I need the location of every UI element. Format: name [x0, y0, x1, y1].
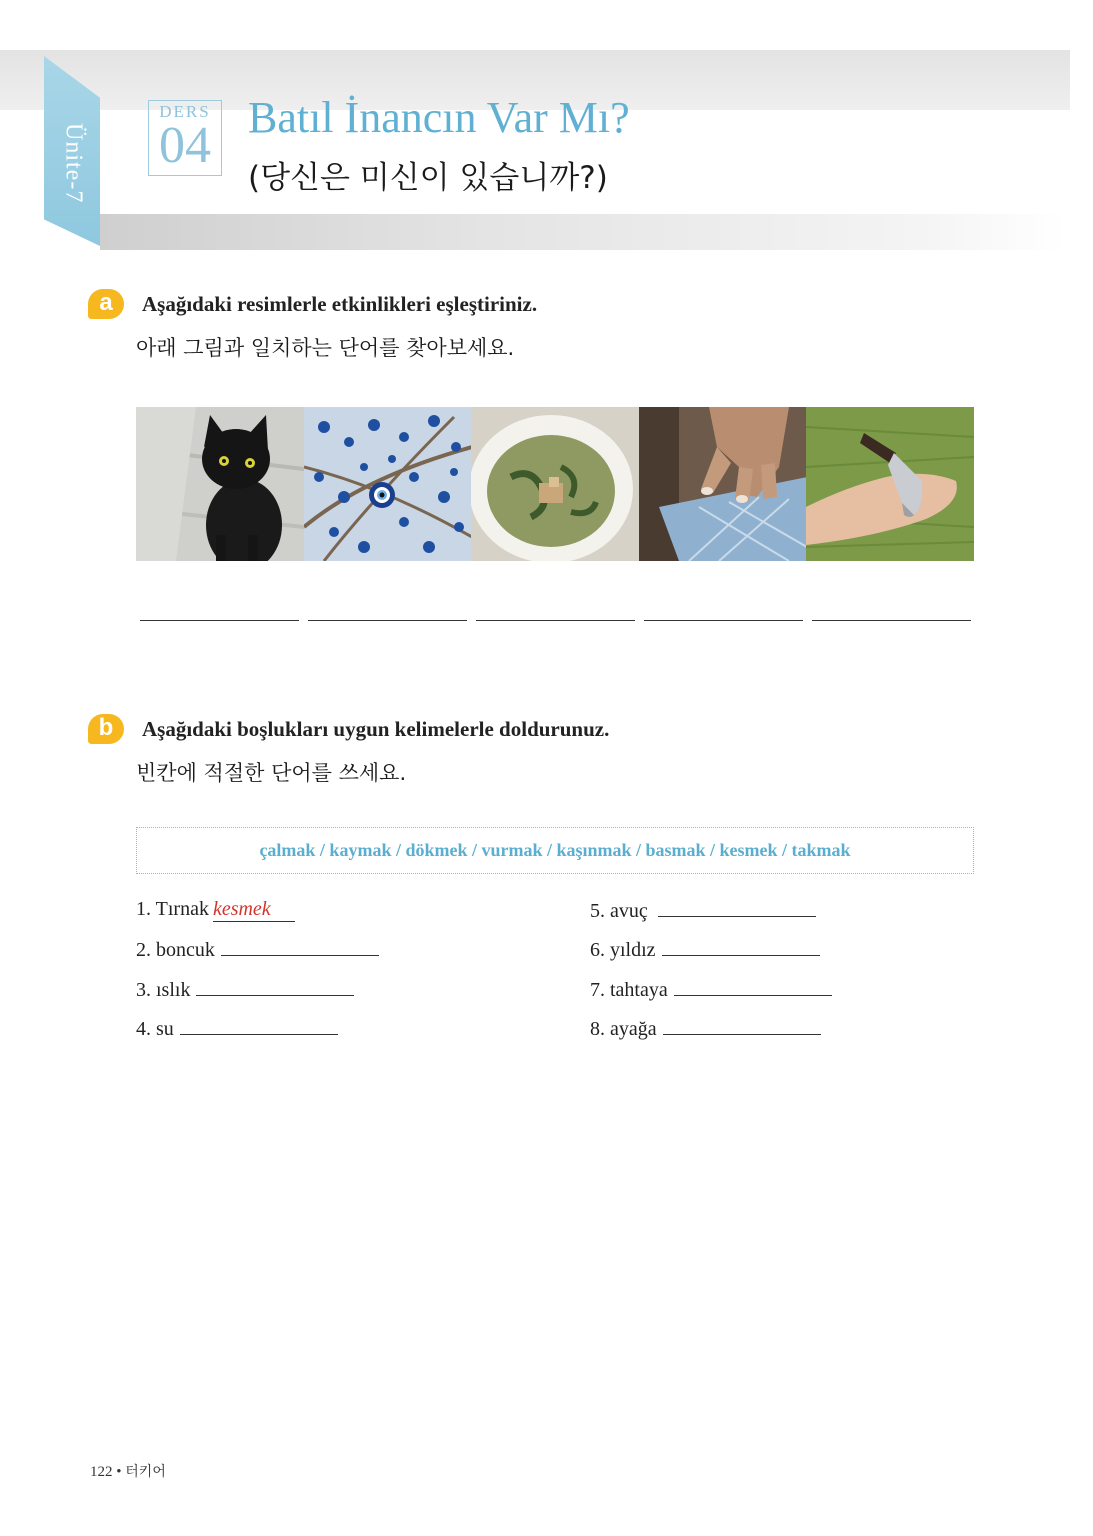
item-text: 6. yıldız [590, 939, 656, 961]
item-text: 7. tahtaya [590, 979, 668, 1001]
answer-line-2[interactable] [308, 620, 467, 621]
word-bank: çalmak / kaymak / dökmek / vurmak / kaşınmak / basmak / kesmek / takmak [136, 827, 974, 874]
item-text: 1. Tırnak [136, 898, 209, 920]
exercise-item-5 [590, 898, 816, 923]
header-lower-band [100, 214, 1065, 250]
section-b-letter: b [98, 714, 114, 741]
page-number: 122 [90, 1464, 113, 1480]
black-cat-photo [136, 407, 304, 561]
answer-line-5[interactable] [812, 620, 971, 621]
exercise-item-3 [136, 977, 354, 1002]
page-footer [90, 1461, 166, 1481]
book-title: 터키어 [125, 1464, 166, 1480]
lesson-word: DERS [159, 102, 211, 121]
lesson-badge [148, 100, 222, 176]
answer-line-4[interactable] [644, 620, 803, 621]
exercise-item-7 [590, 977, 832, 1002]
item-blank[interactable] [663, 1016, 821, 1035]
exercise-item-2 [136, 937, 379, 962]
exercise-item-1 [136, 898, 295, 922]
knife-in-palm-photo [806, 407, 974, 561]
page-subtitle: (당신은 미신이 있습니까?) [248, 160, 608, 196]
evil-eye-beads-photo [304, 407, 472, 561]
item-blank[interactable] [662, 937, 820, 956]
answer-line-3[interactable] [476, 620, 635, 621]
section-b-instruction-ko: 빈칸에 적절한 단어를 쓰세요. [136, 761, 407, 785]
item-text: 5. avuç [590, 900, 648, 922]
footer-separator: • [116, 1464, 122, 1480]
item-blank[interactable] [180, 1016, 338, 1035]
section-b-instruction-tr: Aşağıdaki boşlukları uygun kelimelerle doldurunuz. [142, 717, 610, 741]
section-a-badge [86, 287, 128, 323]
exercise-item-8 [590, 1016, 821, 1041]
page-title: Batıl İnancın Var Mı? [248, 93, 630, 142]
item-text: 2. boncuk [136, 939, 215, 961]
photo-answer-lines [140, 620, 972, 621]
section-a-instruction-ko: 아래 그림과 일치하는 단어를 찾아보세요. [136, 336, 515, 360]
item-text: 3. ıslık [136, 979, 191, 1001]
item-text: 4. su [136, 1018, 174, 1040]
answer-line-1[interactable] [140, 620, 299, 621]
hand-scratching-photo [639, 407, 807, 561]
exercise-item-4 [136, 1016, 338, 1041]
exercise-item-6 [590, 937, 820, 962]
section-a-instruction-tr: Aşağıdaki resimlerle etkinlikleri eşleştiriniz. [142, 292, 538, 316]
item-text: 8. ayağa [590, 1018, 657, 1040]
item-blank[interactable] [674, 977, 832, 996]
item-answer-example: kesmek [213, 898, 295, 922]
unit-label: Ünite-7 [60, 122, 87, 204]
section-b-badge [86, 712, 128, 748]
section-a-letter: a [99, 289, 113, 316]
lesson-number: 04 [159, 117, 211, 174]
item-blank[interactable] [221, 937, 379, 956]
photo-strip [136, 407, 974, 561]
item-blank[interactable] [658, 898, 816, 917]
item-blank[interactable] [196, 977, 354, 996]
soup-bowl-photo [471, 407, 639, 561]
